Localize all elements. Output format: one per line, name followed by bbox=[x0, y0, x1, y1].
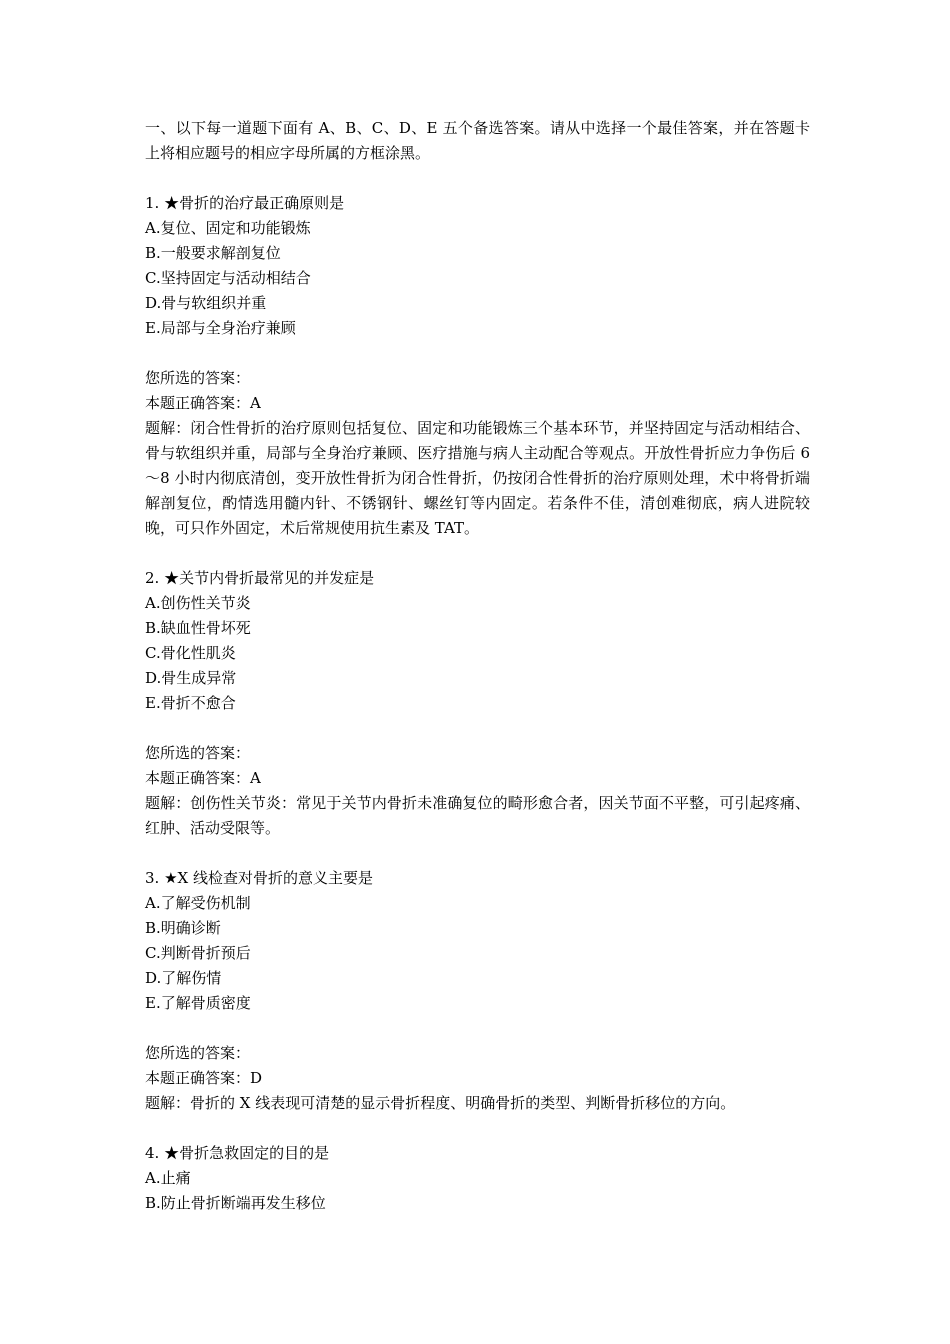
correct-answer: 本题正确答案：A bbox=[145, 394, 261, 412]
option-e: E.局部与全身治疗兼顾 bbox=[145, 319, 296, 337]
option-d: D.骨与软组织并重 bbox=[145, 294, 267, 312]
question-2 bbox=[145, 566, 810, 841]
answer-block bbox=[145, 1041, 810, 1116]
option-e: E.了解骨质密度 bbox=[145, 994, 251, 1012]
option-a: A.创伤性关节炎 bbox=[145, 594, 251, 612]
explanation: 题解：骨折的 X 线表现可清楚的显示骨折程度、明确骨折的类型、判断骨折移位的方向。 bbox=[145, 1094, 736, 1112]
instructions: 一、以下每一道题下面有 A、B、C、D、E 五个备选答案。请从中选择一个最佳答案，并在答题卡上将相应题号的相应字母所属的方框涂黑。 bbox=[145, 119, 810, 162]
correct-answer: 本题正确答案：A bbox=[145, 769, 261, 787]
option-b: B.一般要求解剖复位 bbox=[145, 244, 281, 262]
question-1 bbox=[145, 191, 810, 541]
question-title: 1. ★骨折的治疗最正确原则是 bbox=[145, 194, 345, 212]
question-title: 3. ★X 线检查对骨折的意义主要是 bbox=[145, 869, 373, 887]
option-a: A.止痛 bbox=[145, 1169, 191, 1187]
option-b: B.防止骨折断端再发生移位 bbox=[145, 1194, 326, 1212]
answer-block bbox=[145, 741, 810, 841]
option-c: C.判断骨折预后 bbox=[145, 944, 251, 962]
option-c: C.骨化性肌炎 bbox=[145, 644, 236, 662]
answer-block bbox=[145, 366, 810, 541]
question-4 bbox=[145, 1141, 810, 1216]
correct-answer: 本题正确答案：D bbox=[145, 1069, 263, 1087]
option-b: B.明确诊断 bbox=[145, 919, 221, 937]
option-d: D.骨生成异常 bbox=[145, 669, 237, 687]
your-answer: 您所选的答案： bbox=[145, 369, 251, 387]
document-page bbox=[145, 116, 810, 1216]
question-3 bbox=[145, 866, 810, 1116]
question-title: 2. ★关节内骨折最常见的并发症是 bbox=[145, 569, 375, 587]
your-answer: 您所选的答案： bbox=[145, 1044, 251, 1062]
question-title: 4. ★骨折急救固定的目的是 bbox=[145, 1144, 330, 1162]
explanation: 题解：创伤性关节炎：常见于关节内骨折未准确复位的畸形愈合者，因关节面不平整，可引起疼痛、红肿、活动受限等。 bbox=[145, 794, 810, 837]
option-b: B.缺血性骨坏死 bbox=[145, 619, 251, 637]
explanation: 题解：闭合性骨折的治疗原则包括复位、固定和功能锻炼三个基本环节，并坚持固定与活动相结合、骨与软组织并重，局部与全身治疗兼顾、医疗措施与病人主动配合等观点。开放性骨折应力争伤后 6～8 小时内彻底清创，变开放性骨折为闭合性骨折，仍按闭合性骨折的治疗原则处理，术中将骨折端解剖复位，酌情选用髓内针、不锈钢针、螺丝钉等内固定。若条件不佳，清创难彻底，病人进院较晚，可只作外固定，术后常规使用抗生素及 TAT。 bbox=[145, 419, 810, 537]
your-answer: 您所选的答案： bbox=[145, 744, 251, 762]
option-c: C.坚持固定与活动相结合 bbox=[145, 269, 311, 287]
option-e: E.骨折不愈合 bbox=[145, 694, 236, 712]
option-a: A.复位、固定和功能锻炼 bbox=[145, 219, 311, 237]
option-a: A.了解受伤机制 bbox=[145, 894, 251, 912]
option-d: D.了解伤情 bbox=[145, 969, 222, 987]
